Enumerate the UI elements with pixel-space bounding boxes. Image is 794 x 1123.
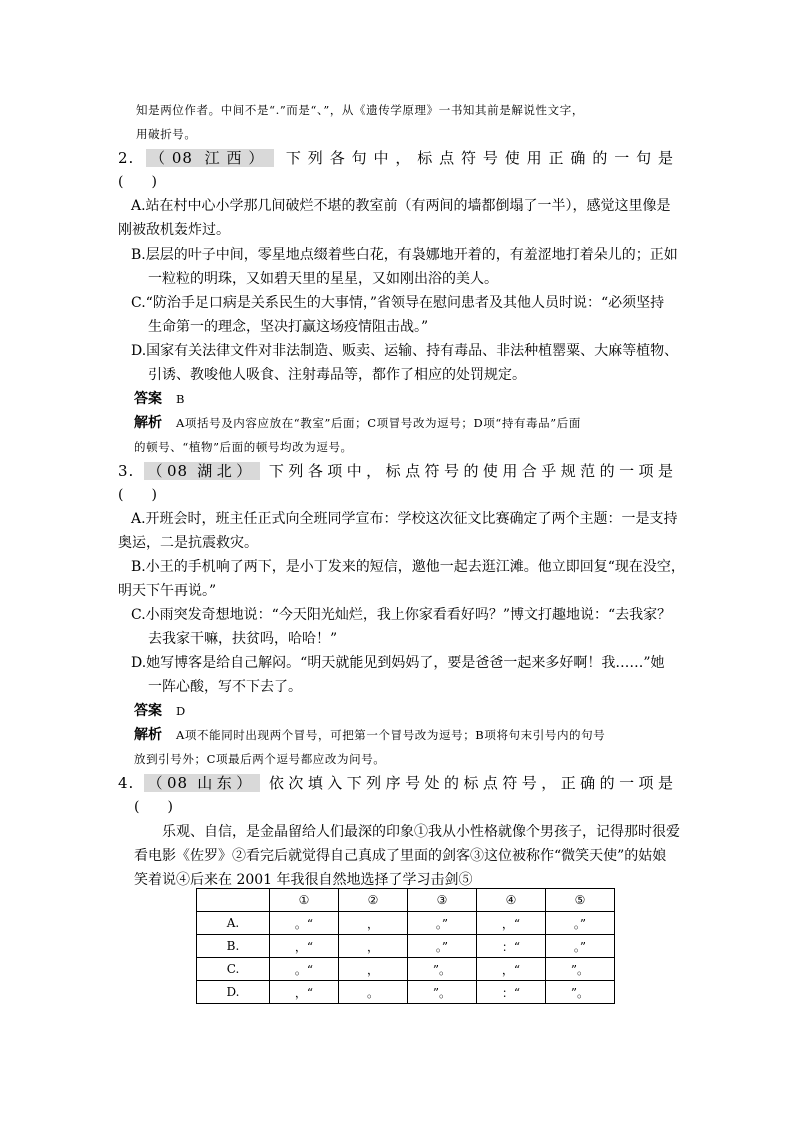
answer-value: D (176, 704, 186, 718)
row-label: A. (197, 912, 270, 935)
option-b-line-1: B.小王的手机响了两下，是小丁发来的短信，邀他一起去逛江滩。他立即回复“现在没空， (131, 559, 685, 575)
table-row (197, 958, 615, 981)
answer-label: 答案 (134, 703, 162, 719)
passage-line-1: 乐观、自信，是金晶留给人们最深的印象①我从小性格就像个男孩子，记得那时很爱 (162, 824, 680, 840)
option-c-line-1: C.“防治手足口病是关系民生的大事情，”省领导在慰问患者及其他人员时说：“必须坚持 (131, 295, 665, 311)
table-header-cell: ③ (408, 889, 477, 912)
table-cell: ”。 (546, 981, 615, 1004)
passage-line-2: 看电影《佐罗》②看完后就觉得自己真成了里面的剑客③这位被称作“微笑天使”的姑娘 (134, 848, 667, 864)
source-tag: （08 山东） (144, 774, 260, 792)
table-cell: ，“ (270, 981, 339, 1004)
option-d-line-1: D.国家有关法律文件对非法制造、贩卖、运输、持有毒品、非法种植罂粟、大麻等植物、 (131, 343, 679, 359)
table-cell: 。” (546, 912, 615, 935)
table-cell: 。” (546, 935, 615, 958)
option-c-line-1: C.小雨突发奇想地说：“今天阳光灿烂，我上你家看看好吗？”博文打趣地说：“去我家？ (131, 607, 672, 623)
table-header-cell (197, 889, 270, 912)
analysis-text: A项括号及内容应放在“教室”后面；C项冒号改为逗号；D项“持有毒品”后面 (176, 416, 581, 430)
question-3-stem (118, 461, 674, 481)
answer-label: 答案 (134, 391, 162, 407)
table-cell: 。” (408, 912, 477, 935)
option-b-line-1: B.层层的叶子中间，零星地点缀着些白花，有袅娜地开着的，有羞涩地打着朵儿的；正如 (131, 247, 678, 263)
table-cell: 。“ (270, 958, 339, 981)
table-header-row (197, 889, 615, 912)
table-row (197, 935, 615, 958)
table-cell: 。“ (270, 912, 339, 935)
answer-value: B (176, 392, 186, 406)
table-cell: 。 (339, 981, 408, 1004)
answer-line (134, 701, 186, 721)
table-row (197, 981, 615, 1004)
analysis-text: A项不能同时出现两个冒号，可把第一个冒号改为逗号；B项将句末引号内的句号 (176, 728, 606, 742)
option-c-line-2: 生命第一的理念，坚决打赢这场疫情阻击战。” (148, 319, 429, 335)
table-header-cell: ⑤ (546, 889, 615, 912)
question-2-stem (118, 148, 674, 168)
passage-line-3: 笑着说④后来在 2001 年我很自然地选择了学习击剑⑤ (134, 872, 473, 888)
table-header-cell: ④ (477, 889, 546, 912)
table-cell: ，“ (477, 912, 546, 935)
option-a-line-2: 奥运，二是抗震救灾。 (118, 535, 258, 551)
option-d-line-2: 一阵心酸，写不下去了。 (148, 679, 302, 695)
analysis-line-1 (134, 725, 605, 745)
analysis-line-1 (134, 413, 581, 433)
table-cell: ”。 (408, 958, 477, 981)
question-4-stem (118, 773, 674, 793)
option-b-line-2: 一粒粒的明珠，又如碧天里的星星，又如刚出浴的美人。 (148, 271, 498, 287)
analysis-line-2: 放到引号外；C项最后两个逗号都应改为问号。 (134, 752, 386, 766)
question-text: 下列各句中，标点符号使用正确的一句是 (285, 149, 674, 167)
table-header-cell: ① (270, 889, 339, 912)
option-d-line-2: 引诱、教唆他人吸食、注射毒品等，都作了相应的处罚规定。 (148, 367, 526, 383)
answer-bracket: ( ) (134, 799, 173, 815)
analysis-label: 解析 (134, 727, 162, 743)
option-a-line-2: 刚被敌机轰炸过。 (118, 222, 230, 238)
table-cell: ， (339, 912, 408, 935)
table-cell: ”。 (408, 981, 477, 1004)
analysis-line-2: 的顿号、“植物”后面的顿号均改为逗号。 (134, 440, 353, 454)
table-cell: ：“ (477, 981, 546, 1004)
table-cell: ：“ (477, 935, 546, 958)
row-label: C. (197, 958, 270, 981)
option-a-line-1: A.站在村中心小学那几间破烂不堪的教室前（有两间的墙都倒塌了一半），感觉这里像是 (131, 198, 671, 214)
table-row (197, 912, 615, 935)
answer-bracket: ( ) (118, 487, 157, 503)
table-cell: ， (339, 935, 408, 958)
question-number: 4. (118, 774, 135, 792)
question-number: 2. (118, 149, 135, 167)
option-c-line-2: 去我家干嘛，扶贫吗，哈哈！” (148, 631, 338, 647)
source-tag: （08 湖北） (144, 462, 260, 480)
options-table (196, 888, 615, 1004)
intro-line-2: 用破折号。 (136, 127, 197, 141)
row-label: B. (197, 935, 270, 958)
question-number: 3. (118, 462, 135, 480)
table-cell: ，“ (270, 935, 339, 958)
table-cell: ”。 (546, 958, 615, 981)
answer-line (134, 389, 185, 409)
answer-bracket: ( ) (118, 174, 157, 190)
question-text: 下列各项中，标点符号的使用合乎规范的一项是 (268, 462, 674, 480)
option-d-line-1: D.她写博客是给自己解闷。“明天就能见到妈妈了，要是爸爸一起来多好啊！我……”她 (131, 655, 665, 671)
source-tag: （08 江西） (146, 149, 274, 167)
row-label: D. (197, 981, 270, 1004)
analysis-label: 解析 (134, 415, 162, 431)
question-text: 依次填入下列序号处的标点符号，正确的一项是 (268, 774, 674, 792)
table-cell: ， (339, 958, 408, 981)
table-cell: ，“ (477, 958, 546, 981)
intro-line-1: 知是两位作者。中间不是“.”而是“、”，从《遗传学原理》一书知其前是解说性文字， (136, 103, 584, 117)
table-cell: 。” (408, 935, 477, 958)
option-b-line-2: 明天下午再说。” (118, 583, 217, 599)
option-a-line-1: A.开班会时，班主任正式向全班同学宣布：学校这次征文比赛确定了两个主题：一是支持 (131, 511, 678, 527)
table-header-cell: ② (339, 889, 408, 912)
